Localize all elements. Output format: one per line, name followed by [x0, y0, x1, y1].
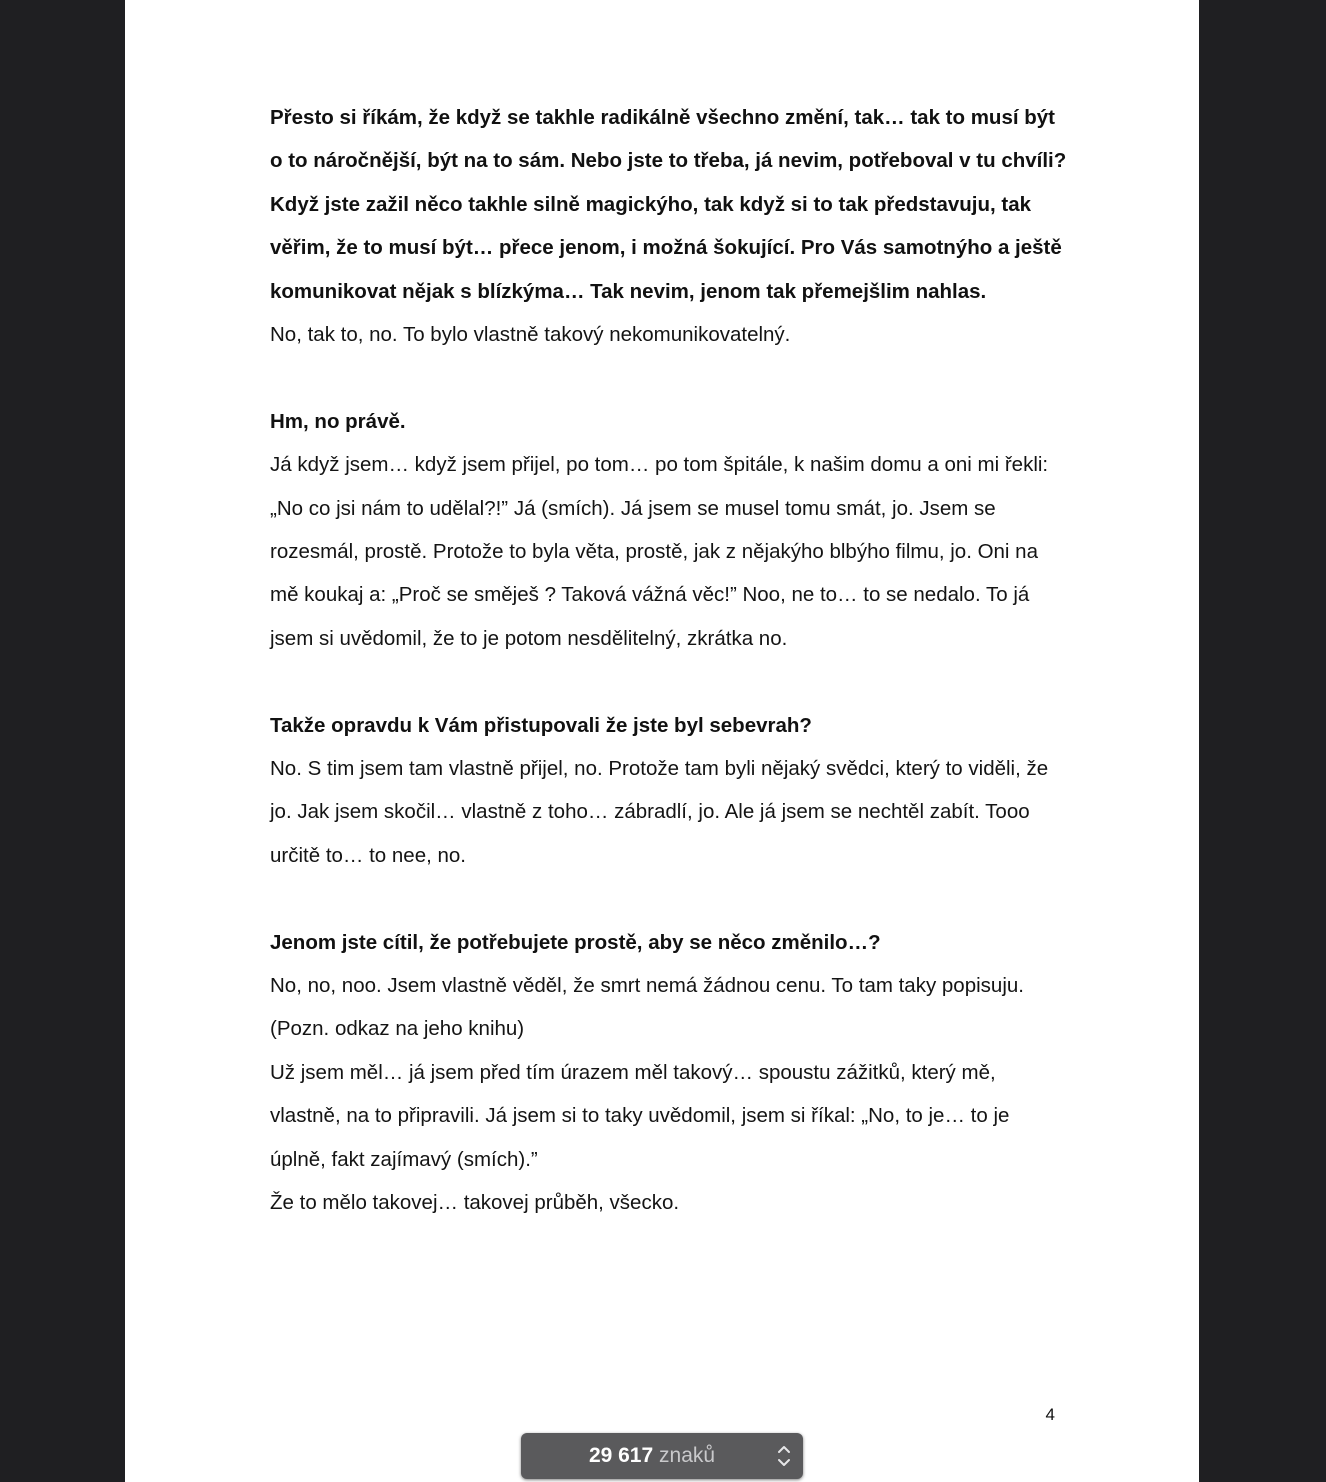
- answer-paragraph: No. S tim jsem tam vlastně přijel, no. Protože tam byli nějaký svědci, který to viděli, že jo. Jak jsem skočil… vlastně z toho… zábradlí, jo. Ale já jsem se nechtěl zabít. Tooo určitě to… to nee, no.: [270, 757, 1049, 867]
- question-paragraph: Takže opravdu k Vám přistupovali že jste byl sebevrah?: [270, 713, 812, 737]
- character-count-label: [521, 1444, 783, 1468]
- paragraph-gap: [270, 356, 1070, 399]
- answer-paragraph: Už jsem měl… já jsem před tím úrazem měl takový… spoustu zážitků, který mě, vlastně, na to připravili. Já jsem si to taky uvědomil, jsem si říkal: „No, to je… to je úplně, fakt zajímavý (smích).”: [270, 1060, 1010, 1171]
- character-count-popup[interactable]: [521, 1433, 803, 1479]
- paragraph-gap: [270, 877, 1070, 920]
- character-count-unit: znaků: [659, 1444, 716, 1467]
- character-count-value: 29 617: [588, 1444, 654, 1467]
- question-paragraph: Jenom jste cítil, že potřebujete prostě, aby se něco změnilo…?: [270, 930, 881, 954]
- document-page: [125, 0, 1199, 1482]
- question-paragraph: Hm, no právě.: [270, 409, 406, 433]
- answer-paragraph: No, tak to, no. To bylo vlastně takový nekomunikovatelný.: [270, 323, 791, 347]
- question-paragraph: Přesto si říkám, že když se takhle radikálně všechno změní, tak… tak to musí být o to náročnější, být na to sám. Nebo jste to třeba, já nevim, potřeboval v tu chvíli? Když jste zažil něco takhle silně magickýho, tak když si to tak představuju, tak věřim, že to musí být… přece jenom, i možná šokující. Pro Vás samotnýho a ještě komunikovat nějak s blízkýma… Tak nevim, jenom tak přemejšlim nahlas.: [270, 106, 1067, 303]
- up-down-chevron-icon[interactable]: [777, 1442, 791, 1470]
- paragraph-gap: [270, 660, 1070, 703]
- document-body: [270, 96, 1070, 1225]
- answer-paragraph: Já když jsem… když jsem přijel, po tom… po tom špitále, k našim domu a oni mi řekli: „No co jsi nám to udělal?!” Já (smích). Já jsem se musel tomu smát, jo. Jsem se rozesmál, prostě. Protože to byla věta, prostě, jak z nějakýho blbýho filmu, jo. Oni na mě koukaj a: „Proč se směješ ? Taková vážná věc!” Noo, ne to… to se nedalo. To já jsem si uvědomil, že to je potom nesdělitelný, zkrátka no.: [270, 453, 1049, 650]
- page-number: 4: [1045, 1405, 1055, 1424]
- answer-paragraph: No, no, noo. Jsem vlastně věděl, že smrt nemá žádnou cenu. To tam taky popisuju. (Pozn. odkaz na jeho knihu): [270, 974, 1024, 1041]
- answer-paragraph: Že to mělo takovej… takovej průběh, všecko.: [270, 1191, 680, 1215]
